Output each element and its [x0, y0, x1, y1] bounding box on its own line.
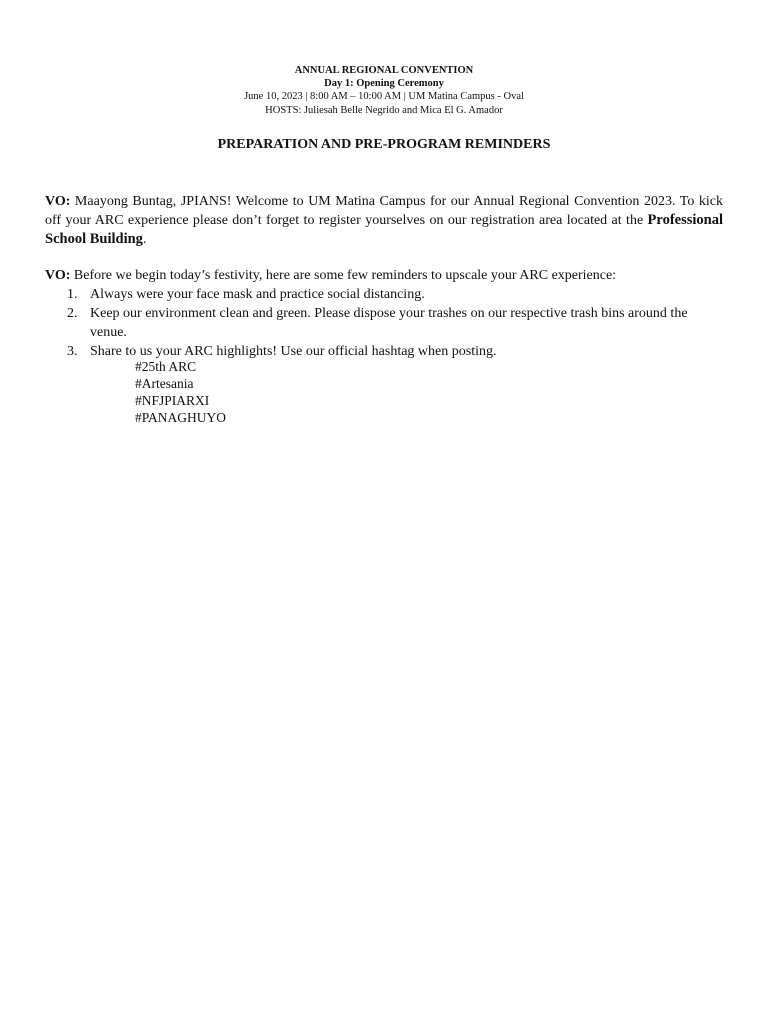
document-header — [0, 64, 768, 117]
hashtag: #25th ARC — [135, 359, 197, 374]
reminders-intro-text: Before we begin today’s festivity, here are some few reminders to upscale your ARC experience: — [70, 268, 617, 283]
hashtag: #Artesania — [135, 376, 194, 391]
reminders-list — [45, 285, 725, 361]
list-item-text: Share to us your ARC highlights! Use our official hashtag when posting. — [90, 344, 497, 359]
sentence-end: . — [142, 232, 147, 247]
list-item — [45, 285, 725, 304]
speaker-label: VO: — [45, 194, 71, 209]
section-title: PREPARATION AND PRE-PROGRAM REMINDERS — [217, 137, 551, 152]
list-item-text: Always were your face mask and practice social distancing. — [90, 287, 425, 302]
hashtag: #PANAGHUYO — [135, 410, 227, 425]
list-number: 1. — [67, 287, 78, 302]
registration-location: Professional School Building — [45, 212, 723, 247]
speaker-label: VO: — [45, 268, 71, 283]
day-title: Day 1: Opening Ceremony — [324, 78, 444, 90]
hosts-line: HOSTS: Juliesah Belle Negrido and Mica El G. Amador — [265, 104, 503, 116]
list-item — [45, 304, 725, 342]
convention-title: ANNUAL REGIONAL CONVENTION — [294, 65, 474, 76]
hashtag-list — [135, 358, 226, 426]
welcome-paragraph — [45, 192, 723, 249]
reminders-intro-paragraph — [45, 266, 723, 285]
list-item-text: Keep our environment clean and green. Please dispose your trashes on our respective trash bins around the venue. — [90, 306, 688, 340]
welcome-text: Maayong Buntag, JPIANS! Welcome to UM Matina Campus for our Annual Regional Convention 2023. To kick off your ARC experience please don’t forget to register yourselves on our registration area located at the — [45, 194, 723, 228]
schedule-line: June 10, 2023 | 8:00 AM – 10:00 AM | UM Matina Campus - Oval — [244, 91, 524, 103]
list-number: 2. — [67, 306, 78, 321]
list-number: 3. — [67, 344, 78, 359]
hashtag: #NFJPIARXI — [135, 393, 210, 408]
